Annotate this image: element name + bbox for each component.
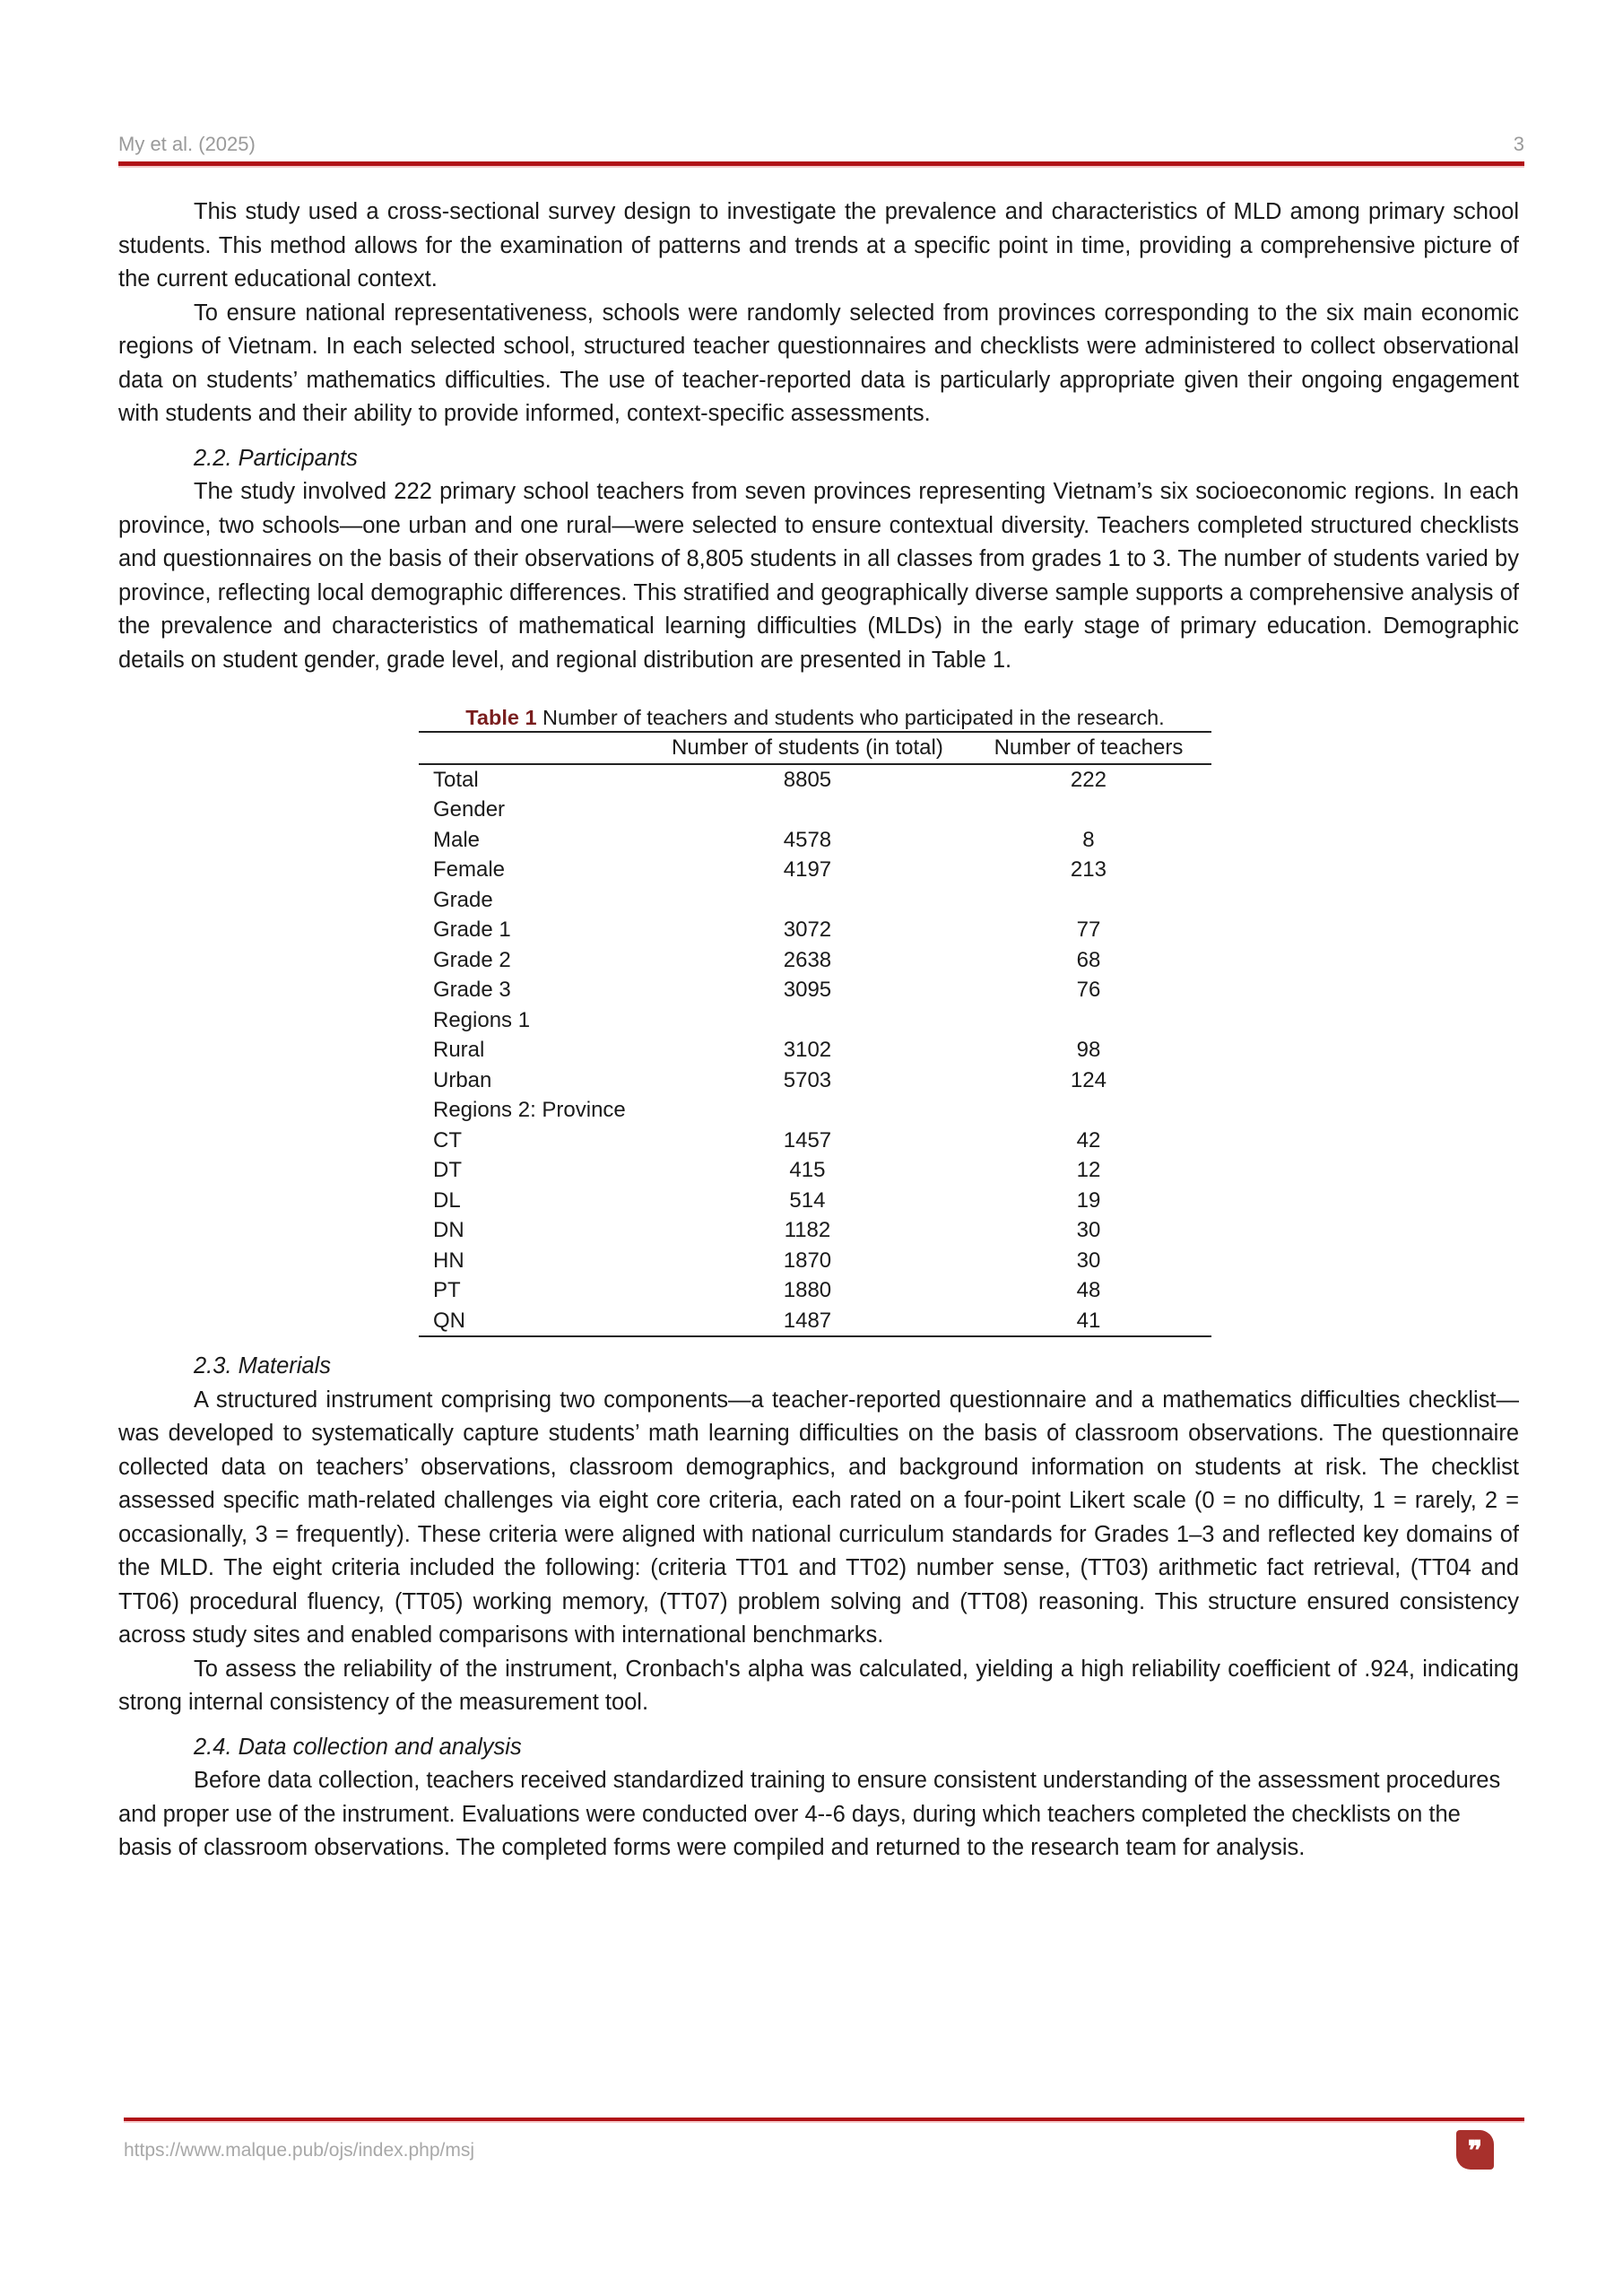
row-label: Gender [433,797,506,822]
row-teachers: 8 [1082,827,1095,852]
table-row [419,1065,1211,1096]
table-caption-label: Table 1 [465,706,537,729]
table-header-row [419,732,1211,764]
table-1 [419,704,1211,1337]
row-label: Total [433,767,479,792]
row-students: 3102 [783,1038,832,1062]
row-label: DT [433,1158,462,1182]
table-row [419,915,1211,945]
materials-paragraph-1: A structured instrument comprising two components—a teacher-reported questionnaire and a mathematics difficulties checklist—was developed to systematically capture students’ math learning difficulties on the basis of classroom observations. The questionnaire collected data on teachers’ observations, classroom demographics, and background information on students at risk. The checklist assessed specific math-related challenges via eight core criteria, each rated on a four-point Likert scale (0 = no difficulty, 1 = rarely, 2 = occasionally, 3 = frequently). These criteria were aligned with national curriculum standards for Grades 1–3 and reflected key domains of the MLD. The eight criteria included the following: (criteria TT01 and TT02) number sense, (TT03) arithmetic fact retrieval, (TT04 and TT06) procedural fluency, (TT05) working memory, (TT07) problem solving and (TT08) reasoning. This structure ensured consistency across study sites and enabled comparisons with international benchmarks. [118,1387,1519,1648]
data-collection-paragraph: Before data collection, teachers received standardized training to ensure consistent understanding of the assessment procedures and proper use of the instrument. Evaluations were conducted over 4--6 days, during which teachers completed the checklists on the basis of classroom observations. The completed forms were compiled and returned to the research team for analysis. [118,1768,1501,1860]
row-teachers: 30 [1076,1248,1101,1273]
page-number: 3 [1513,133,1524,155]
row-teachers: 19 [1076,1187,1101,1213]
journal-logo-icon: ❞ [1456,2130,1494,2170]
footer-url[interactable]: https://www.malque.pub/ojs/index.php/msj [124,2140,475,2161]
table-header-empty [419,732,649,764]
row-teachers: 76 [1076,978,1101,1002]
row-teachers: 68 [1076,947,1101,972]
table-row [419,855,1211,885]
row-teachers: 12 [1076,1158,1101,1182]
footer-rule [124,2118,1524,2121]
row-label: HN [433,1248,464,1273]
row-teachers: 124 [1070,1067,1107,1092]
table-row [419,1246,1211,1276]
row-students: 415 [789,1158,826,1182]
row-teachers: 42 [1076,1127,1101,1152]
row-label: Regions 1 [433,1007,531,1032]
row-label: QN [433,1308,465,1333]
table-caption-text: Number of teachers and students who participated in the research. [536,706,1165,729]
row-students [649,1005,966,1036]
row-students: 5703 [783,1067,832,1092]
row-students: 514 [789,1187,826,1213]
row-teachers [966,795,1211,825]
participants-table [419,731,1211,1337]
participants-paragraph: The study involved 222 primary school teachers from seven provinces representing Vietnam’s six socioeconomic regions. In each province, two schools—one urban and one rural—were selected to ensure contextual diversity. Teachers completed structured checklists and questionnaires on the basis of their observations of 8,805 students in all classes from grades 1 to 3. The number of students varied by province, reflecting local demographic differences. This stratified and geographically diverse sample supports a comprehensive analysis of the prevalence and characteristics of mathematical learning difficulties (MLDs) in the early stage of primary education. Demographic details on student gender, grade level, and regional distribution are presented in Table 1. [118,479,1519,673]
row-teachers: 77 [1076,918,1101,942]
materials-paragraph-2: To assess the reliability of the instrument, Cronbach's alpha was calculated, yielding a high reliability coefficient of .924, indicating strong internal consistency of the measurement tool. [118,1656,1519,1715]
table-row [419,1215,1211,1246]
table-row [419,1155,1211,1186]
row-teachers: 213 [1070,857,1107,882]
intro-paragraph-2: To ensure national representativeness, schools were randomly selected from provinces corresponding to the six main economic regions of Vietnam. In each selected school, structured teacher questionnaires and checklists were administered to collect observational data on students’ mathematics difficulties. The use of teacher-reported data is particularly appropriate given their ongoing engagement with students and their ability to provide informed, context-specific assessments. [118,300,1519,426]
row-students [649,1095,966,1126]
table-row [419,764,1211,796]
row-label: Male [433,827,481,852]
row-students: 4197 [783,857,832,882]
row-label: Grade 2 [433,947,511,972]
table-row [419,795,1211,825]
row-students: 2638 [783,947,832,972]
row-label: Rural [433,1038,485,1062]
row-teachers: 41 [1076,1308,1101,1333]
row-students: 1880 [783,1278,832,1302]
row-teachers: 30 [1076,1218,1101,1242]
row-label: DL [433,1187,461,1213]
row-students: 1870 [783,1248,832,1273]
table-row [419,975,1211,1005]
table-row [419,945,1211,976]
row-label: Regions 2: Province [433,1098,626,1122]
row-students: 1182 [784,1218,831,1242]
section-heading-materials: 2.3. Materials [194,1353,332,1378]
row-teachers [966,1095,1211,1126]
table-row [419,825,1211,856]
running-head-authors: My et al. (2025) [118,133,256,155]
row-label: CT [433,1127,462,1152]
row-label: Female [433,857,506,882]
row-teachers: 98 [1076,1038,1101,1062]
row-students [649,795,966,825]
section-heading-participants: 2.2. Participants [194,445,358,471]
table-caption [419,704,1211,731]
running-head [118,133,1524,156]
table-row [419,1275,1211,1306]
row-teachers [966,1005,1211,1036]
row-label: Grade 1 [433,918,511,942]
row-teachers: 222 [1070,767,1107,792]
row-label: PT [433,1278,461,1302]
row-label: DN [433,1218,464,1242]
row-students: 4578 [783,827,832,852]
table-header-students: Number of students (in total) [672,735,943,760]
header-rule [118,161,1524,166]
row-students: 3095 [783,978,832,1002]
table-row [419,1306,1211,1337]
page-content [118,196,1519,1866]
table-row [419,885,1211,916]
row-students: 1487 [783,1308,832,1333]
row-students: 3072 [783,918,832,942]
row-students [649,885,966,916]
table-row [419,1186,1211,1216]
row-label: Grade [433,887,493,912]
row-teachers [966,885,1211,916]
row-label: Grade 3 [433,978,511,1002]
row-students: 8805 [783,767,832,792]
row-teachers: 48 [1076,1278,1101,1302]
table-row [419,1035,1211,1065]
section-heading-data-collection: 2.4. Data collection and analysis [194,1734,522,1760]
intro-paragraph-1: This study used a cross-sectional survey design to investigate the prevalence and characteristics of MLD among primary school students. This method allows for the examination of patterns and trends at a specific point in time, providing a comprehensive picture of the current educational context. [118,199,1519,291]
table-row [419,1095,1211,1126]
table-row [419,1126,1211,1156]
row-label: Urban [433,1067,492,1092]
table-header-teachers: Number of teachers [994,735,1184,760]
row-students: 1457 [783,1127,832,1152]
table-row [419,1005,1211,1036]
